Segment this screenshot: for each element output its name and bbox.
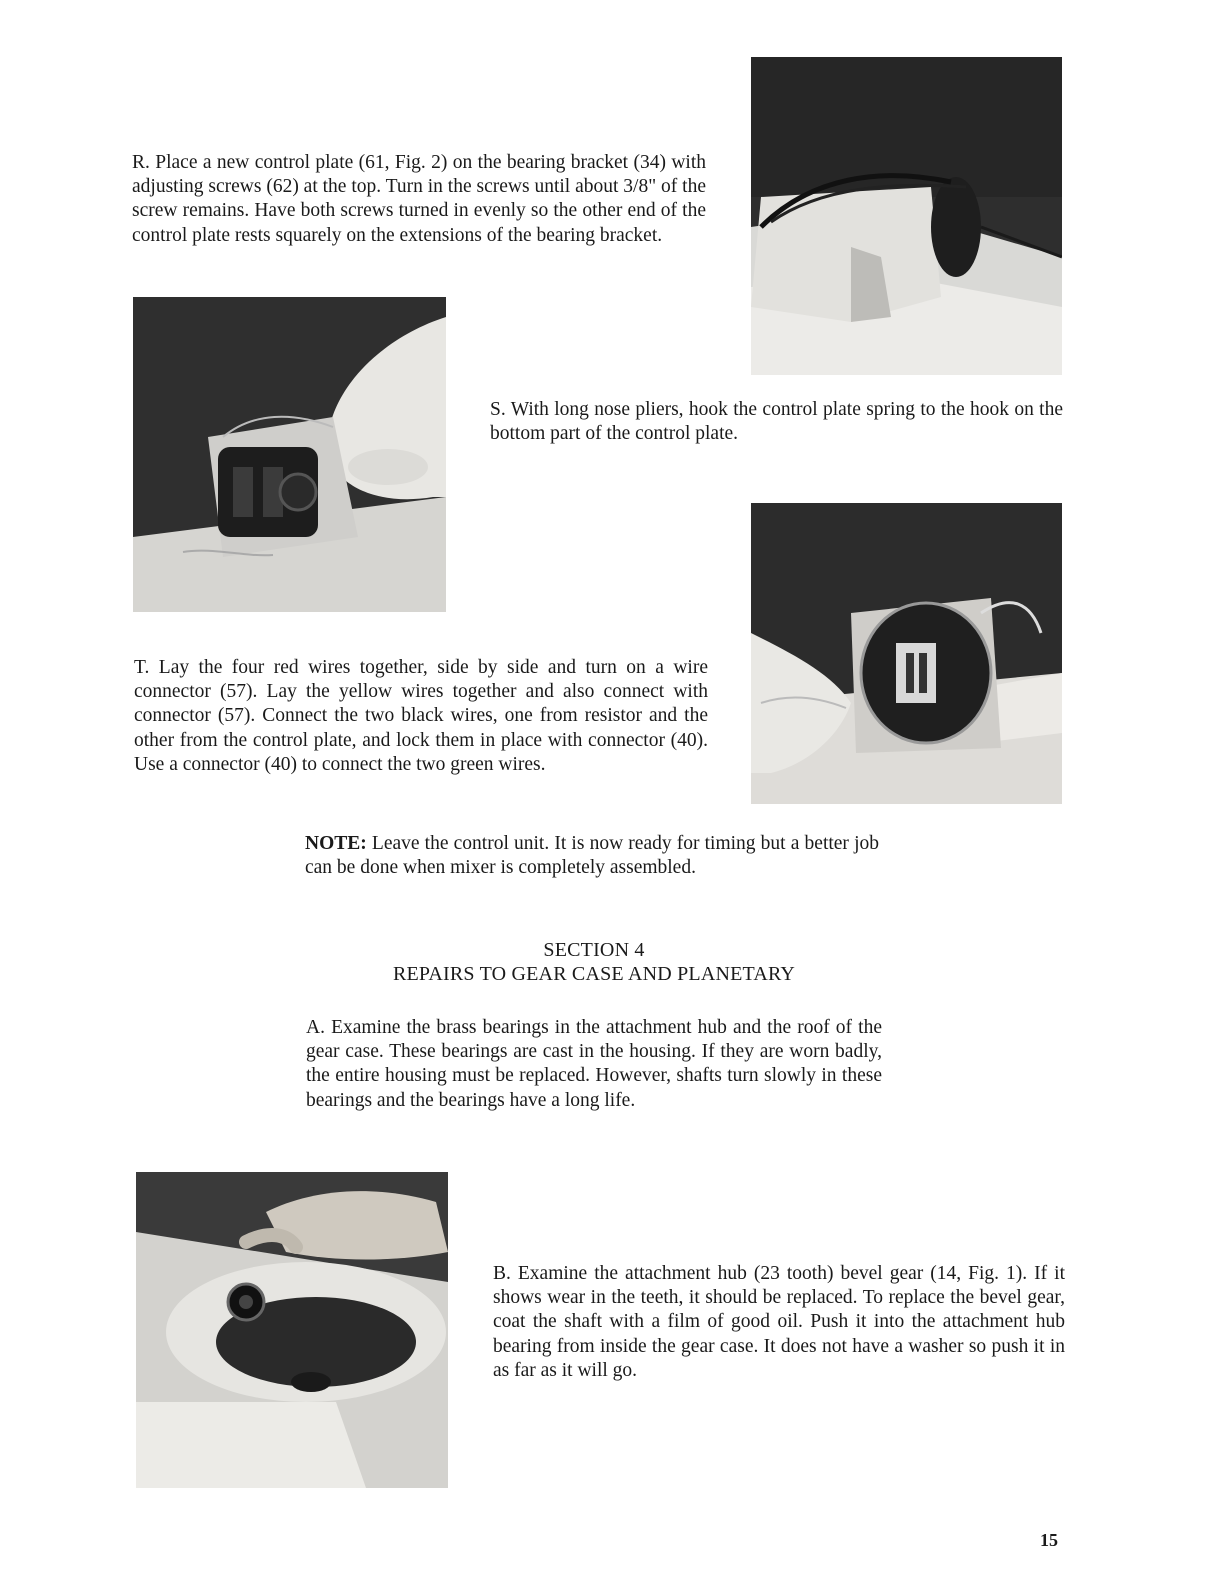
section-title: REPAIRS TO GEAR CASE AND PLANETARY <box>392 963 796 985</box>
step-b-text: B. Examine the attachment hub (23 tooth) bevel gear (14, Fig. 1). If it shows wear in the teeth, it should be replaced. To replace the bevel gear, coat the shaft with a film of good oil. Push it into the attachment hub bearing from inside the gear case. It does not have a washer so push it in as far as it will go. <box>493 1263 1065 1381</box>
step-s-text: S. With long nose pliers, hook the control plate spring to the hook on the bottom part of the control plate. <box>490 399 1063 445</box>
step-r-text: R. Place a new control plate (61, Fig. 2) on the bearing bracket (34) with adjusting screws (62) at the top. Turn in the screws until about 3/8" of the screw remains. Have both screws turned in evenly so the other end of the control plate rests squarely on the extensions of the bearing bracket. <box>132 152 706 246</box>
note-label: NOTE: <box>305 833 367 854</box>
photo-bevel-gear <box>136 1172 448 1488</box>
photo-hook-spring <box>133 297 446 612</box>
photo-wire-connectors <box>751 503 1062 804</box>
note-body: Leave the control unit. It is now ready for timing but a better job can be done when mixer is completely assembled. <box>305 833 879 879</box>
step-t-text: T. Lay the four red wires together, side by side and turn on a wire connector (57). Lay the yellow wires together and also connect with connector (57). Connect the two black wires, one from resistor and the other from the control plate, and lock them in place with connector (40). Use a connector (40) to connect the two green wires. <box>134 657 708 775</box>
section-number: SECTION 4 <box>543 939 645 961</box>
photo-control-plate-bracket <box>751 57 1062 375</box>
page-number: 15 <box>1040 1530 1058 1550</box>
step-a-text: A. Examine the brass bearings in the attachment hub and the roof of the gear case. These bearings are cast in the housing. If they are worn badly, the entire housing must be replaced. However, shafts turn slowly in these bearings and the bearings have a long life. <box>306 1017 882 1111</box>
note-text <box>305 832 879 880</box>
